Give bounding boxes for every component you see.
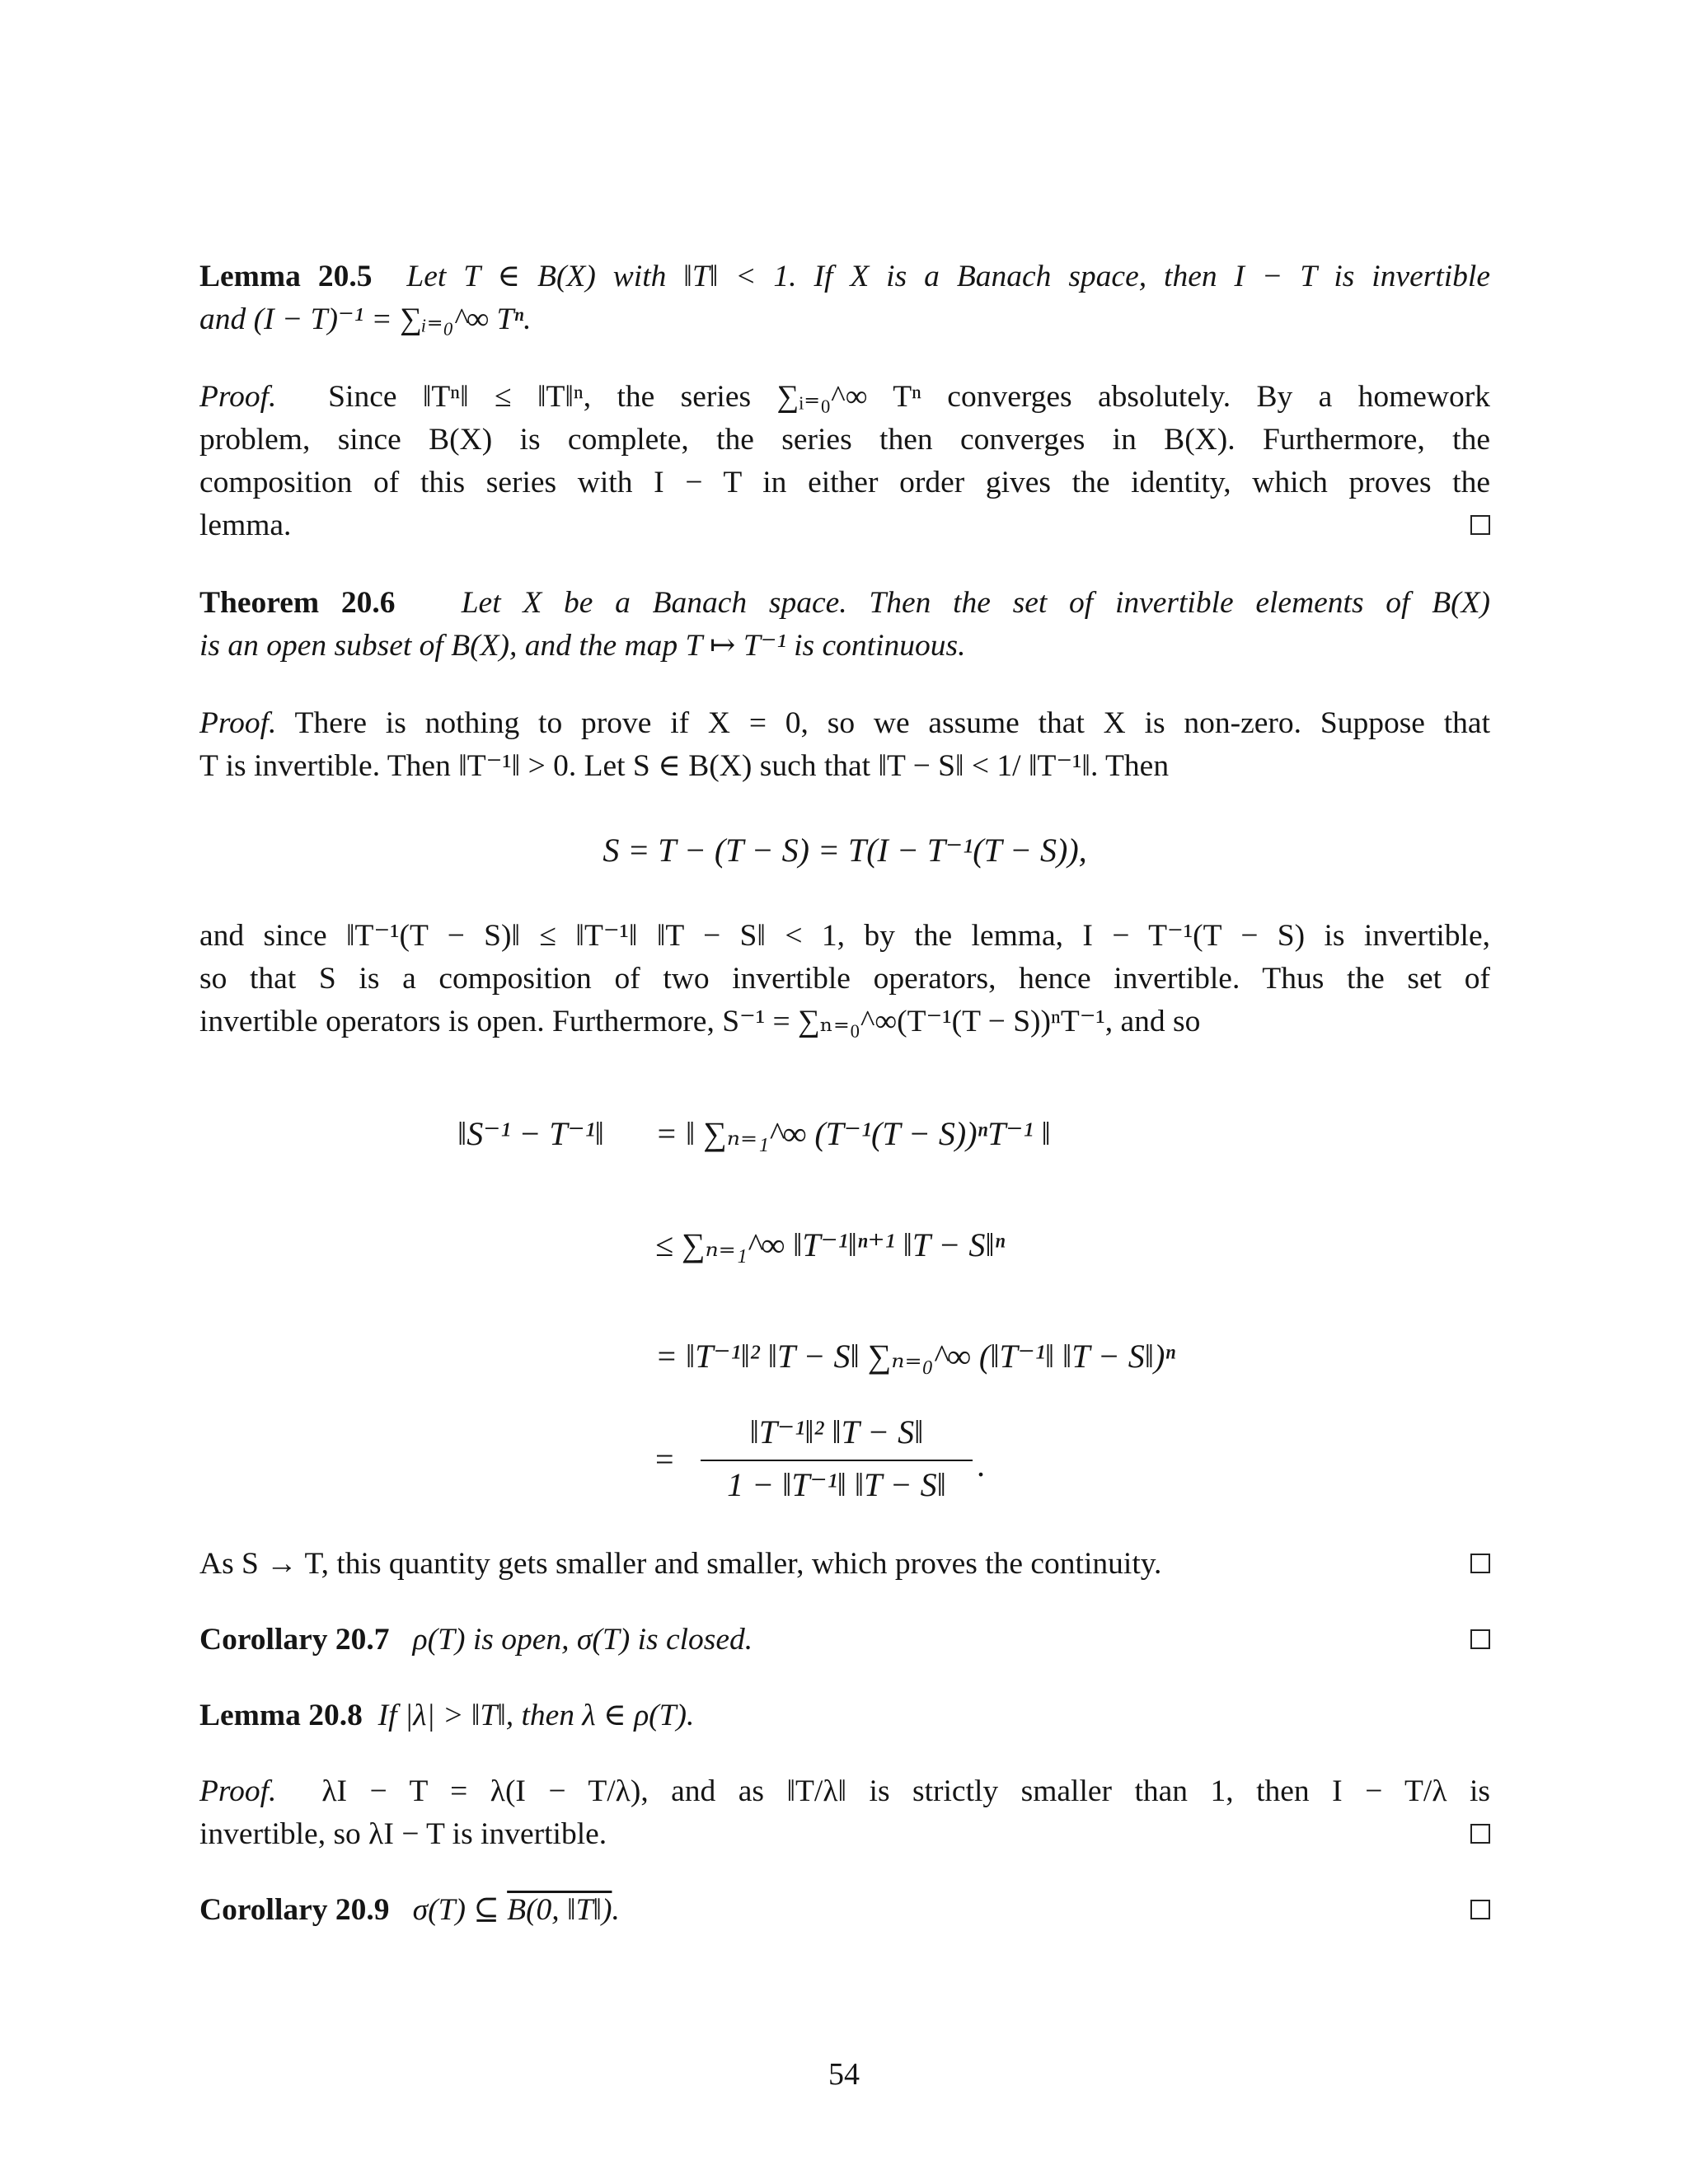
proof-line4: lemma. (199, 509, 292, 542)
corollary-20-7 (199, 1619, 1490, 1661)
qed-box (1470, 1554, 1490, 1573)
eq-row-2: ≤ ∑ₙ₌₁^∞ ‖T⁻¹‖ⁿ⁺¹ ‖T − S‖ⁿ (655, 1226, 1006, 1263)
proof-line3: and since ‖T⁻¹(T − S)‖ ≤ ‖T⁻¹‖ ‖T − S‖ < 1, by the lemma, I − T⁻¹(T − S) is invertible, (199, 919, 1490, 953)
proof-20-6 (199, 702, 1490, 788)
proof-line2: T is invertible. Then ‖T⁻¹‖ > 0. Let S ∈ B(X) such that ‖T − S‖ < 1/ ‖T⁻¹‖. Then (199, 749, 1170, 783)
corollary-text-prefix: σ(T) ⊆ (412, 1893, 508, 1927)
eq-row-4-equals: = (655, 1441, 674, 1478)
page-number: 54 (828, 2057, 860, 2092)
lemma-statement-line2: and (I − T)⁻¹ = ∑ᵢ₌₀^∞ Tⁿ. (199, 302, 532, 336)
lemma-text: If |λ| > ‖T‖, then λ ∈ ρ(T). (377, 1699, 695, 1732)
qed-box (1470, 1824, 1490, 1844)
theorem-heading: Theorem 20.6 (199, 586, 396, 620)
proof-line2: invertible, so λI − T is invertible. (199, 1817, 607, 1851)
eq-period: . (977, 1446, 985, 1483)
theorem-20-6 (199, 582, 1490, 668)
proof-line3: composition of this series with I − T in either order gives the identity, which proves the (199, 466, 1490, 499)
proof-20-6-continued (199, 915, 1490, 1043)
corollary-text-suffix: . (612, 1893, 620, 1927)
lemma-20-5 (199, 255, 1490, 341)
qed-box (1470, 515, 1490, 535)
eq-row-4-numerator: ‖T⁻¹‖² ‖T − S‖ (749, 1413, 924, 1451)
closing-line: As S → T, this quantity gets smaller and smaller, which proves the continuity. (199, 1547, 1162, 1581)
proof-line1: λI − T = λ(I − T/λ), and as ‖T/λ‖ is strictly smaller than 1, then I − T/λ is (321, 1774, 1491, 1808)
corollary-heading: Corollary 20.9 (199, 1893, 390, 1927)
corollary-text: ρ(T) is open, σ(T) is closed. (412, 1623, 753, 1657)
qed-box (1470, 1629, 1490, 1649)
lemma-heading: Lemma 20.5 (199, 260, 373, 293)
proof-label: Proof. (199, 706, 277, 740)
eq-row-1: = ‖ ∑ₙ₌₁^∞ (T⁻¹(T − S))ⁿT⁻¹ ‖ (655, 1115, 1051, 1152)
corollary-heading: Corollary 20.7 (199, 1623, 390, 1657)
eq-row-3: = ‖T⁻¹‖² ‖T − S‖ ∑ₙ₌₀^∞ (‖T⁻¹‖ ‖T − S‖)ⁿ (655, 1338, 1175, 1375)
proof-20-5 (199, 376, 1490, 547)
proof-20-8 (199, 1770, 1490, 1856)
lemma-20-8 (199, 1694, 1490, 1737)
theorem-line1: Let X be a Banach space. Then the set of invertible elements of B(X) (461, 586, 1490, 620)
lemma-heading: Lemma 20.8 (199, 1699, 363, 1732)
lemma-statement-line1: Let T ∈ B(X) with ‖T‖ < 1. If X is a Banach space, then I − T is invertible (406, 260, 1490, 293)
eq-row-4-denominator: 1 − ‖T⁻¹‖ ‖T − S‖ (727, 1466, 946, 1503)
display-equation-1: S = T − (T − S) = T(I − T⁻¹(T − S)), (603, 832, 1087, 869)
fraction-bar (701, 1460, 973, 1461)
proof-line4: so that S is a composition of two invertible operators, hence invertible. Thus the set of (199, 962, 1490, 996)
qed-box (1470, 1900, 1490, 1919)
proof-line5: invertible operators is open. Furthermore, S⁻¹ = ∑ₙ₌₀^∞(T⁻¹(T − S))ⁿT⁻¹, and so (199, 1005, 1201, 1038)
theorem-line2: is an open subset of B(X), and the map T ↦ T⁻¹ is continuous. (199, 629, 966, 663)
proof-line1: Since ‖Tⁿ‖ ≤ ‖T‖ⁿ, the series ∑ᵢ₌₀^∞ Tⁿ converges absolutely. By a homework (328, 380, 1491, 414)
closed-ball: B(0, ‖T‖) (507, 1893, 612, 1927)
proof-label: Proof. (199, 380, 277, 414)
proof-line2: problem, since B(X) is complete, the series then converges in B(X). Furthermore, the (199, 423, 1490, 457)
corollary-20-9 (199, 1889, 1490, 1932)
proof-line1: There is nothing to prove if X = 0, so we assume that X is non-zero. Suppose that (294, 706, 1490, 740)
eq-lhs: ‖S⁻¹ − T⁻¹‖ (457, 1115, 604, 1152)
proof-label: Proof. (199, 1774, 277, 1808)
proof-20-6-closing (199, 1543, 1490, 1586)
